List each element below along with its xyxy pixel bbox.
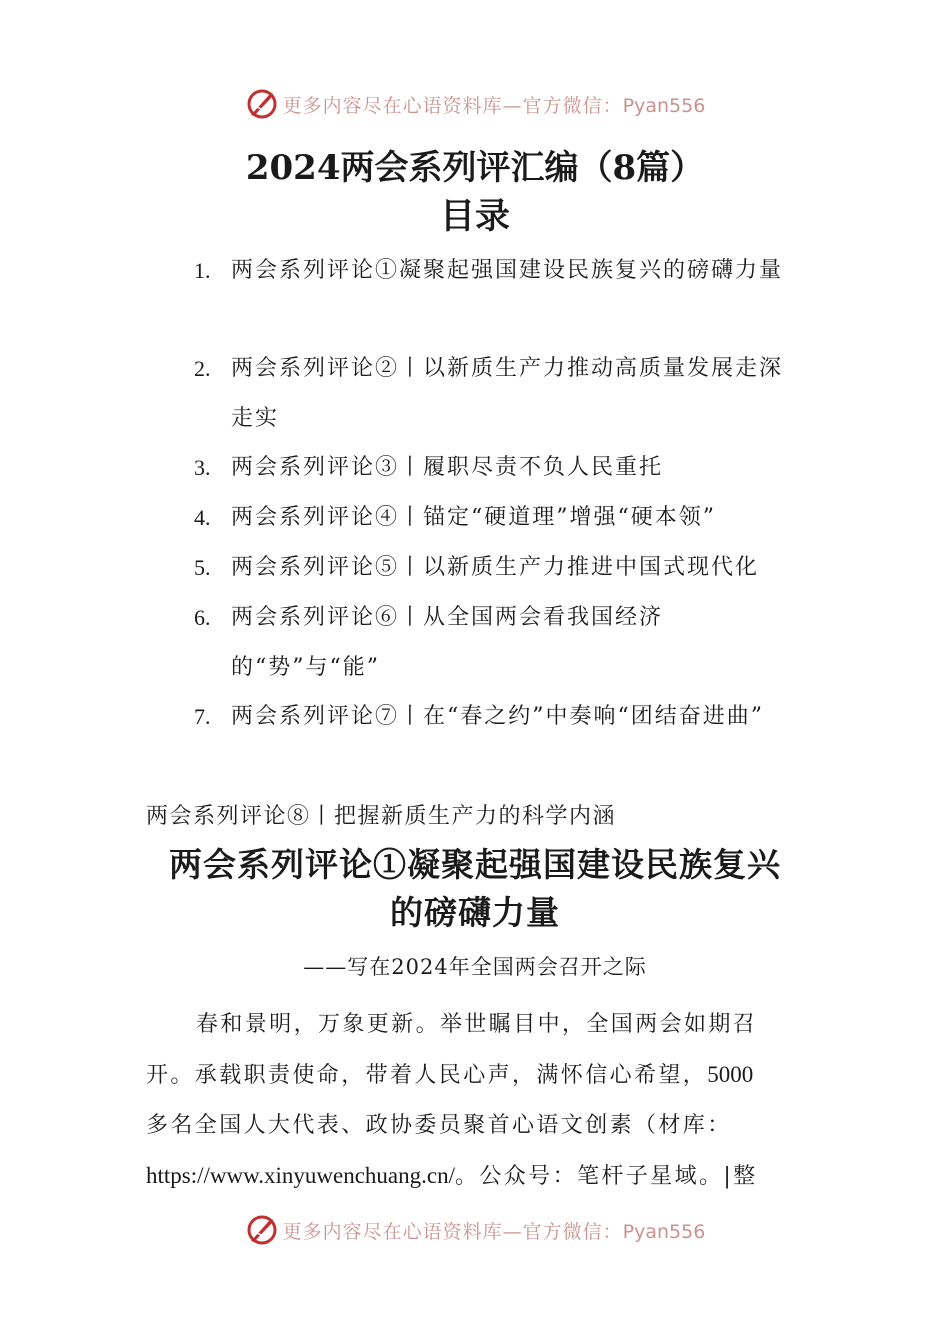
body-number: 5000	[707, 1062, 754, 1087]
banner-text: 更多内容尽在心语资料库—官方微信：Pyan556	[282, 94, 706, 117]
footer-banner	[0, 1210, 950, 1250]
banner-wechat-id: Pyan556	[622, 1220, 706, 1243]
toc-item-text: 两会系列评论③丨履职尽责不负人民重托	[231, 455, 664, 480]
toc-item-number: 2.	[194, 356, 211, 381]
toc-item-text: 两会系列评论②丨以新质生产力推动高质量发展走深走实	[231, 356, 784, 431]
body-line: https://www.xinyuwenchuang.cn/。公众号：笔杆子星域。|整	[146, 1163, 758, 1189]
article-subtitle: ——写在2024年全国两会召开之际	[303, 955, 647, 979]
body-line: 多名全国人大代表、政协委员聚首心语文创素（材库：	[146, 1113, 732, 1138]
toc-heading: 目录	[439, 196, 510, 237]
toc-item-number: 6.	[194, 605, 211, 630]
document-title: 2024两会系列评汇编（8篇）	[245, 148, 705, 188]
toc-item-text: 两会系列评论⑦丨在“春之约”中奏响“团结奋进曲”	[231, 704, 764, 729]
toc-item-number: 5.	[194, 555, 211, 580]
banner-text: 更多内容尽在心语资料库—官方微信：Pyan556	[282, 1220, 706, 1243]
toc-item-text: 两会系列评论①凝聚起强国建设民族复兴的磅礴力量	[231, 258, 784, 283]
body-line: 开。承载职责使命，带着人民心声，满怀信心希望，5000	[146, 1062, 754, 1088]
banner-wechat-id: Pyan556	[622, 94, 706, 117]
toc-item-text: 两会系列评论⑤丨以新质生产力推进中国式现代化	[231, 555, 760, 580]
toc-item-unnumbered: 两会系列评论⑧丨把握新质生产力的科学内涵	[146, 804, 617, 829]
quill-logo-icon	[245, 1213, 279, 1247]
quill-logo-icon	[245, 87, 279, 121]
toc-item-number: 1.	[194, 258, 211, 283]
header-banner	[0, 84, 950, 124]
toc-item-text: 两会系列评论⑥丨从全国两会看我国经济的“势”与“能”	[231, 605, 664, 680]
toc-item-number: 7.	[194, 704, 211, 729]
body-url: https://www.xinyuwenchuang.cn/	[146, 1163, 455, 1188]
article-title-line1: 两会系列评论①凝聚起强国建设民族复兴	[169, 845, 781, 884]
toc-item-number: 3.	[194, 455, 211, 480]
toc-item-text: 两会系列评论④丨锚定“硬道理”增强“硬本领”	[231, 505, 716, 530]
article-body	[146, 1000, 806, 1202]
body-line: 春和景明，万象更新。举世瞩目中，全国两会如期召	[196, 1012, 758, 1037]
toc-item-number: 4.	[194, 505, 211, 530]
article-title-line2: 的磅礴力量	[390, 893, 560, 932]
